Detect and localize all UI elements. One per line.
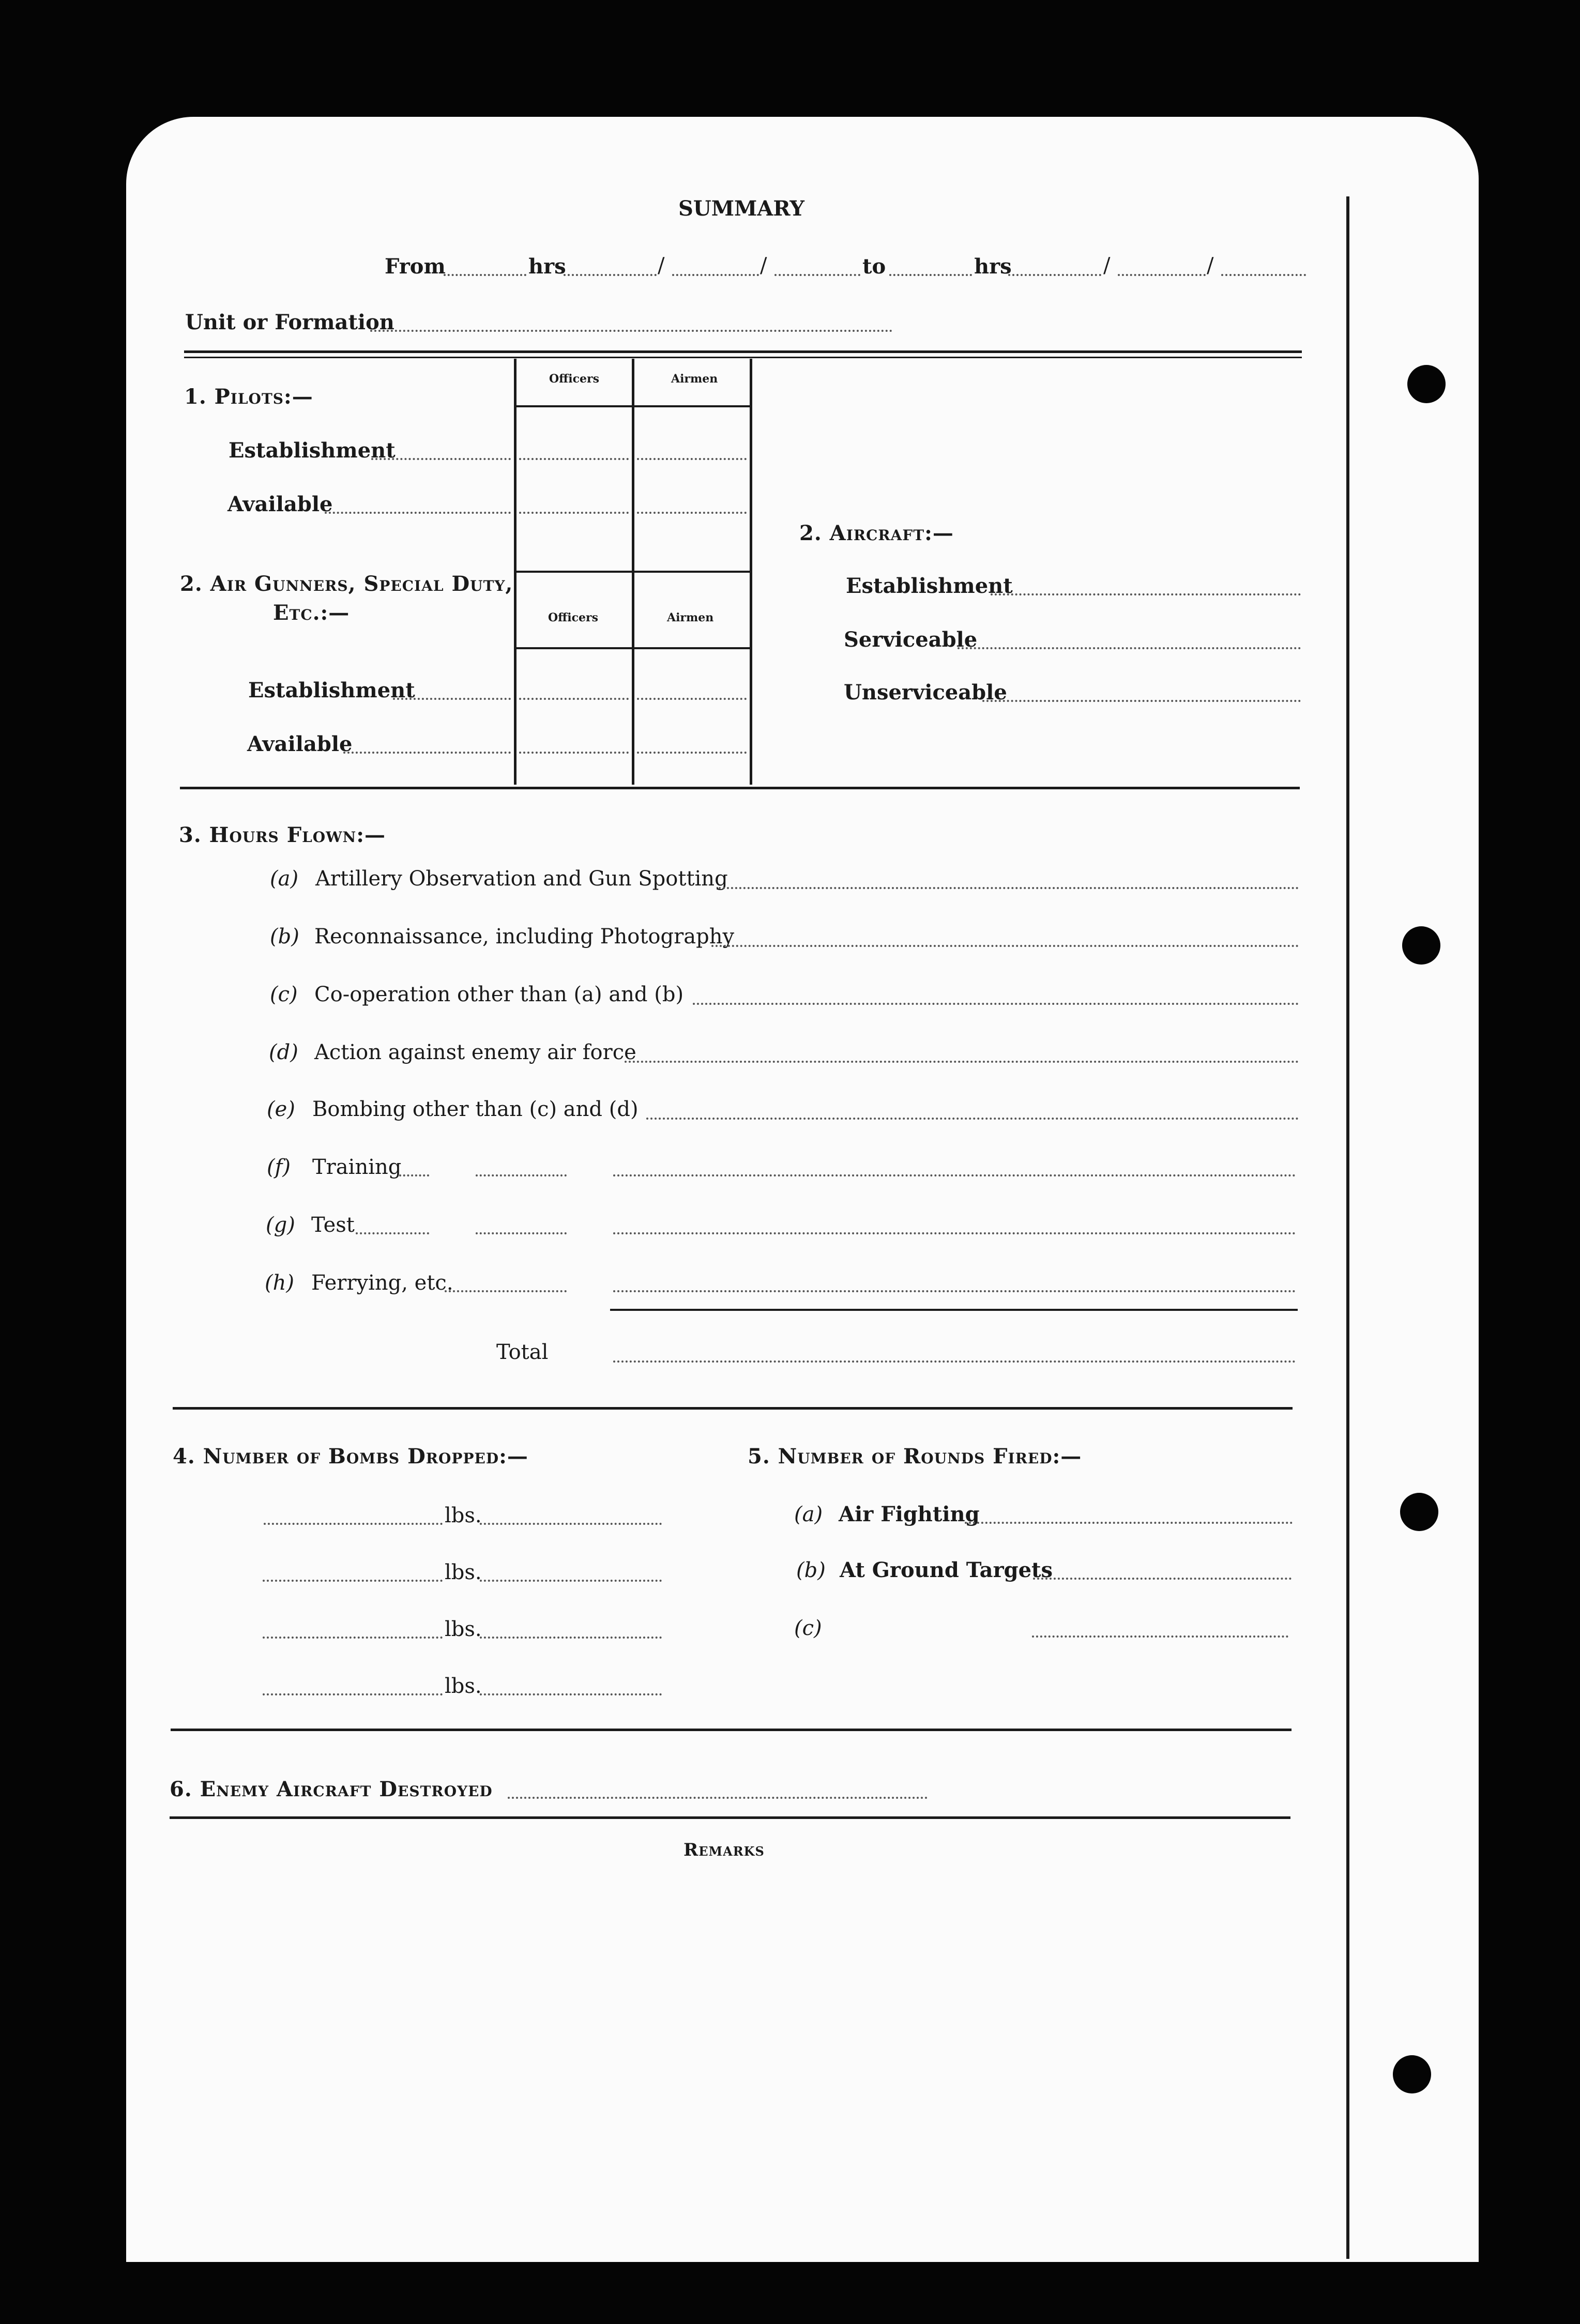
hours-item-letter xyxy=(269,1042,298,1063)
hours-item-h-text: Ferrying, etc. xyxy=(311,1271,453,1295)
rounds-item-b-letter: (b) xyxy=(796,1558,826,1582)
hours-item-c-field[interactable] xyxy=(693,1003,1299,1005)
to-hours-field[interactable] xyxy=(889,274,972,276)
to-day-field[interactable] xyxy=(1008,274,1101,276)
rounds-item-c-letter: (c) xyxy=(794,1616,822,1640)
remarks-area[interactable] xyxy=(171,1871,1290,2233)
pilots-available-label: Available xyxy=(227,492,333,516)
bombs-row-1-unit: lbs. xyxy=(445,1504,482,1527)
punch-hole xyxy=(1402,926,1440,965)
grid-line xyxy=(514,571,752,573)
hours-item-a-letter: (a) xyxy=(270,867,299,891)
pilots-available-officers[interactable] xyxy=(519,512,629,514)
hours-item-g-col1[interactable] xyxy=(476,1232,567,1234)
enemy-heading: 6. Enemy Aircraft Destroyed xyxy=(170,1777,493,1801)
hours-item-g-letter: (g) xyxy=(266,1213,295,1237)
pilots-heading: 1. Pilots:— xyxy=(184,385,313,409)
rounds-item-letter xyxy=(796,1560,826,1581)
grid-line xyxy=(514,405,752,407)
pilots-establishment-dots xyxy=(371,458,511,460)
hours-item-d-field[interactable] xyxy=(625,1061,1299,1063)
section-rule xyxy=(184,350,1302,353)
rounds-item-a-field[interactable] xyxy=(965,1522,1293,1524)
hours-item-g-text: Test xyxy=(311,1213,355,1237)
form-title: SUMMARY xyxy=(678,196,804,221)
section-rule xyxy=(170,1816,1290,1819)
hrs-label: hrs xyxy=(974,254,1012,279)
hours-item-c-letter: (c) xyxy=(270,983,298,1006)
hours-item-h-col2[interactable] xyxy=(613,1290,1296,1292)
gunners-available-dots xyxy=(343,752,511,754)
hours-item-letter xyxy=(267,1099,295,1120)
bombs-row-1-weight[interactable] xyxy=(480,1523,662,1525)
section-rule xyxy=(184,357,1302,358)
section-rule xyxy=(171,1729,1292,1731)
aircraft-unserviceable-label: Unserviceable xyxy=(844,680,1007,705)
hours-item-f-col1[interactable] xyxy=(476,1174,567,1176)
hours-total-field[interactable] xyxy=(613,1360,1296,1363)
hours-item-a-text: Artillery Observation and Gun Spotting xyxy=(315,867,728,891)
bombs-row-2-unit: lbs. xyxy=(445,1561,482,1584)
aircraft-establishment-label: Establishment xyxy=(846,574,1013,598)
to-month-field[interactable] xyxy=(1118,274,1206,276)
bombs-row-2-weight[interactable] xyxy=(480,1580,662,1582)
rounds-item-b-field[interactable] xyxy=(1033,1578,1292,1580)
hours-item-f-dots xyxy=(399,1174,429,1176)
gunners-establishment-dots xyxy=(393,698,511,700)
hours-item-letter xyxy=(266,1215,295,1235)
rounds-item-b-text: At Ground Targets xyxy=(840,1558,1053,1582)
hours-item-letter xyxy=(270,984,298,1005)
aircraft-serviceable-field[interactable] xyxy=(958,647,1301,649)
col-officers: Officers xyxy=(548,611,598,624)
pilots-establishment-airmen[interactable] xyxy=(637,458,747,460)
aircraft-establishment-field[interactable] xyxy=(991,593,1301,595)
bombs-row-3-weight[interactable] xyxy=(480,1637,662,1639)
hours-item-h-col1[interactable] xyxy=(445,1290,567,1292)
bombs-row-4-weight[interactable] xyxy=(480,1693,662,1695)
hours-item-g-col2[interactable] xyxy=(613,1232,1296,1234)
subtotal-rule xyxy=(610,1309,1298,1311)
punch-hole xyxy=(1400,1493,1438,1531)
hours-item-b-field[interactable] xyxy=(711,945,1299,947)
hours-item-letter xyxy=(267,1157,291,1178)
rounds-item-c-field[interactable] xyxy=(1032,1635,1288,1638)
from-hours-field[interactable] xyxy=(444,274,526,276)
pilots-available-dots xyxy=(325,512,511,514)
hours-item-e-letter: (e) xyxy=(267,1097,295,1121)
from-year-field[interactable] xyxy=(774,274,860,276)
pilots-available-airmen[interactable] xyxy=(637,512,747,514)
date-separator: / xyxy=(760,254,767,278)
air-gunners-heading: 2. Air Gunners, Special Duty, xyxy=(180,572,513,596)
hours-item-f-text: Training xyxy=(312,1155,402,1179)
hours-item-f-col2[interactable] xyxy=(613,1174,1296,1176)
section-rule xyxy=(180,787,1300,789)
from-label: From xyxy=(385,254,446,279)
hours-item-letter xyxy=(270,926,299,947)
date-separator: / xyxy=(1207,254,1214,278)
rounds-item-a-text: Air Fighting xyxy=(839,1502,980,1526)
hours-item-b-text: Reconnaissance, including Photography xyxy=(314,925,735,949)
unit-field[interactable] xyxy=(370,330,892,332)
bombs-heading: 4. Number of Bombs Dropped:— xyxy=(173,1444,528,1469)
date-separator: / xyxy=(658,254,665,278)
bombs-row-1-count[interactable] xyxy=(264,1523,443,1525)
air-gunners-heading-cont: Etc.:— xyxy=(273,601,350,625)
rounds-item-letter xyxy=(794,1618,822,1639)
gunners-available-label: Available xyxy=(247,732,353,756)
hours-item-b-letter: (b) xyxy=(270,925,299,949)
hours-item-d-text: Action against enemy air force xyxy=(314,1041,636,1064)
bombs-row-4-unit: lbs. xyxy=(445,1674,482,1698)
date-separator: / xyxy=(1103,254,1111,278)
bombs-row-3-count[interactable] xyxy=(263,1637,443,1639)
gunners-establishment-airmen[interactable] xyxy=(637,698,747,700)
aircraft-heading: 2. Aircraft:— xyxy=(799,521,954,545)
hours-item-d-letter: (d) xyxy=(269,1041,298,1064)
bombs-row-4-count[interactable] xyxy=(263,1693,443,1695)
gunners-establishment-officers[interactable] xyxy=(519,698,629,700)
to-year-field[interactable] xyxy=(1221,274,1306,276)
rounds-heading: 5. Number of Rounds Fired:— xyxy=(748,1444,1082,1469)
unit-label: Unit or Formation xyxy=(185,310,394,334)
hours-item-c-text: Co-operation other than (a) and (b) xyxy=(314,983,684,1006)
rounds-item-a-letter: (a) xyxy=(794,1503,823,1526)
col-airmen: Airmen xyxy=(671,372,718,386)
enemy-field[interactable] xyxy=(508,1797,928,1799)
hours-item-letter xyxy=(265,1273,294,1293)
bombs-row-2-count[interactable] xyxy=(263,1580,443,1582)
hours-item-h-letter: (h) xyxy=(265,1271,294,1295)
from-month-field[interactable] xyxy=(672,274,759,276)
hours-item-g-dots xyxy=(356,1232,429,1234)
gunners-establishment-label: Establishment xyxy=(248,678,415,702)
hours-flown-heading: 3. Hours Flown:— xyxy=(179,823,386,847)
hours-item-letter xyxy=(270,868,298,889)
bombs-row-3-unit: lbs. xyxy=(445,1617,482,1641)
hrs-label: hrs xyxy=(528,254,566,279)
grid-line xyxy=(514,647,752,649)
aircraft-serviceable-label: Serviceable xyxy=(844,628,978,652)
hours-item-e-field[interactable] xyxy=(646,1118,1299,1120)
pilots-establishment-label: Establishment xyxy=(229,438,396,463)
from-day-field[interactable] xyxy=(564,274,657,276)
col-officers: Officers xyxy=(549,372,599,386)
punch-hole xyxy=(1393,2055,1431,2093)
margin-line xyxy=(1346,196,1349,2259)
section-rule xyxy=(173,1407,1293,1410)
rounds-item-letter xyxy=(794,1504,823,1525)
gunners-available-officers[interactable] xyxy=(519,752,629,754)
gunners-available-airmen[interactable] xyxy=(637,752,747,754)
col-airmen: Airmen xyxy=(667,611,714,624)
hours-item-f-letter: (f) xyxy=(267,1155,291,1179)
hours-item-a-field[interactable] xyxy=(719,887,1299,889)
punch-hole xyxy=(1407,365,1446,403)
hours-item-e-text: Bombing other than (c) and (d) xyxy=(312,1097,639,1121)
aircraft-unserviceable-field[interactable] xyxy=(982,700,1301,702)
to-label: to xyxy=(862,254,886,279)
hours-total-label: Total xyxy=(496,1340,549,1364)
remarks-heading: Remarks xyxy=(683,1840,765,1860)
pilots-establishment-officers[interactable] xyxy=(519,458,629,460)
